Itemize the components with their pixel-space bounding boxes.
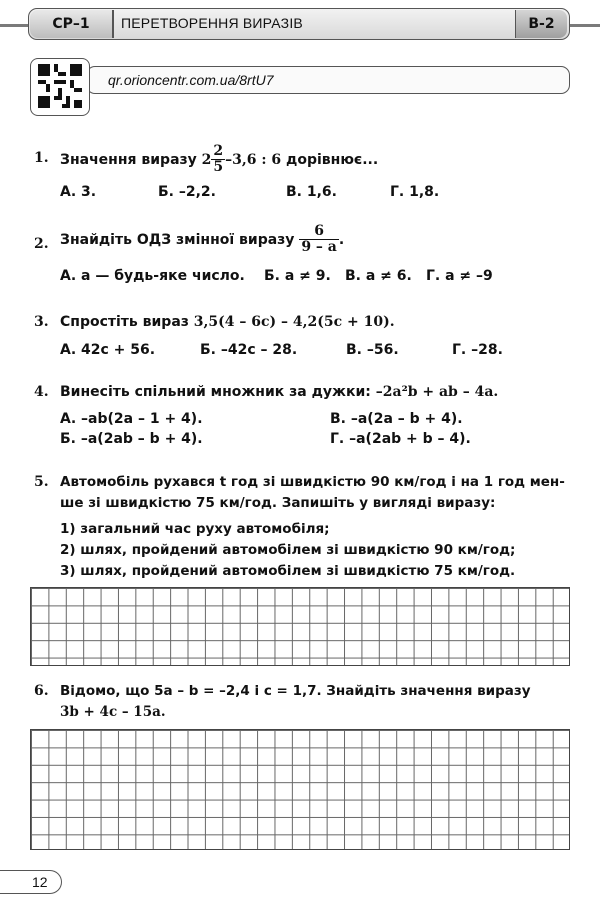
task-5-item-2: 2) шлях, пройдений автомобілем зі швидкістю 90 км/год;: [60, 542, 516, 558]
task-4-option-d: Г. –a(2ab + b – 4).: [330, 431, 471, 447]
task-5-line-2: ше зі швидкістю 75 км/год. Запишіть у вигляді виразу:: [60, 495, 496, 511]
task-2-prefix: Знайдіть ОДЗ змінної виразу: [60, 231, 295, 248]
task-5-number: 5.: [34, 474, 49, 490]
task-3-option-b: Б. –42c – 28.: [200, 342, 298, 358]
task-1-rest: –3,6 : 6: [225, 151, 282, 168]
task-6-answer-grid[interactable]: [30, 729, 570, 850]
qr-code-icon: [38, 64, 82, 108]
task-3-option-d: Г. –28.: [452, 342, 503, 358]
task-1-fraction-den: 5: [213, 159, 224, 176]
task-3-prefix: Спростіть вираз: [60, 314, 189, 330]
task-3-option-a: А. 42c + 56.: [60, 342, 156, 358]
task-1-option-b: Б. –2,2.: [158, 184, 216, 200]
task-1-option-a: А. 3.: [60, 184, 97, 200]
task-1-question: [60, 144, 378, 176]
task-3-option-c: В. –56.: [346, 342, 399, 358]
task-6-line-1: Відомо, що 5a – b = –2,4 і c = 1,7. Знайдіть значення виразу: [60, 683, 531, 699]
page-title: ПЕРЕТВОРЕННЯ ВИРАЗІВ: [121, 15, 303, 31]
task-2-option-c: В. a ≠ 6.: [345, 268, 412, 284]
task-1-option-d: Г. 1,8.: [390, 184, 440, 200]
task-2-number: 2.: [34, 236, 49, 252]
task-4-option-c: В. –a(2a – b + 4).: [330, 411, 463, 427]
task-1-fraction-num: 2: [213, 143, 224, 159]
task-1-prefix: Значення виразу: [60, 151, 197, 168]
task-2-fraction-num: 6: [299, 224, 339, 240]
variant-badge: В-2: [515, 10, 567, 38]
task-1-number: 1.: [34, 150, 49, 166]
task-2-question: Знайдіть ОДЗ змінної виразу $\frac{6}{9 - a}$ .: [60, 223, 345, 256]
task-2-option-a: А. a — будь-яке число.: [60, 268, 245, 284]
task-1-suffix: дорівнює...: [286, 151, 379, 168]
page-number: 12: [32, 874, 48, 890]
task-2-option-d: Г. a ≠ –9: [426, 268, 493, 284]
qr-link-url[interactable]: qr.orioncentr.com.ua/8rtU7: [108, 72, 274, 88]
task-4-expression: –2a²b + ab – 4a.: [375, 384, 499, 400]
task-1-fraction: [211, 144, 225, 176]
task-6-line-2: 3b + 4c – 15a.: [60, 704, 166, 720]
task-1-option-c: В. 1,6.: [286, 184, 337, 200]
task-3-expression: 3,5(4 – 6c) – 4,2(5c + 10).: [193, 314, 395, 330]
task-4-number: 4.: [34, 384, 49, 400]
task-1-whole: 2: [201, 151, 212, 168]
task-2-fraction: [299, 224, 339, 256]
task-4-prefix: Винесіть спільний множник за дужки:: [60, 384, 371, 400]
work-code-badge: СР–1: [30, 10, 114, 38]
task-2-fraction-den: 9 – a: [301, 239, 337, 256]
task-4-question: [60, 384, 498, 400]
task-5-item-1: 1) загальний час руху автомобіля;: [60, 521, 330, 537]
task-5-answer-grid[interactable]: [30, 587, 570, 666]
page-number-tab: [0, 870, 62, 894]
task-6-number: 6.: [34, 683, 49, 699]
task-3-question: [60, 314, 395, 330]
task-3-number: 3.: [34, 314, 49, 330]
task-5-item-3: 3) шлях, пройдений автомобілем зі швидкістю 75 км/год.: [60, 563, 516, 579]
task-4-option-b: Б. –a(2ab – b + 4).: [60, 431, 203, 447]
task-5-line-1: Автомобіль рухався t год зі швидкістю 90 км/год і на 1 год мен-: [60, 474, 565, 490]
task-4-option-a: А. –ab(2a – 1 + 4).: [60, 411, 203, 427]
task-2-option-b: Б. a ≠ 9.: [264, 268, 331, 284]
